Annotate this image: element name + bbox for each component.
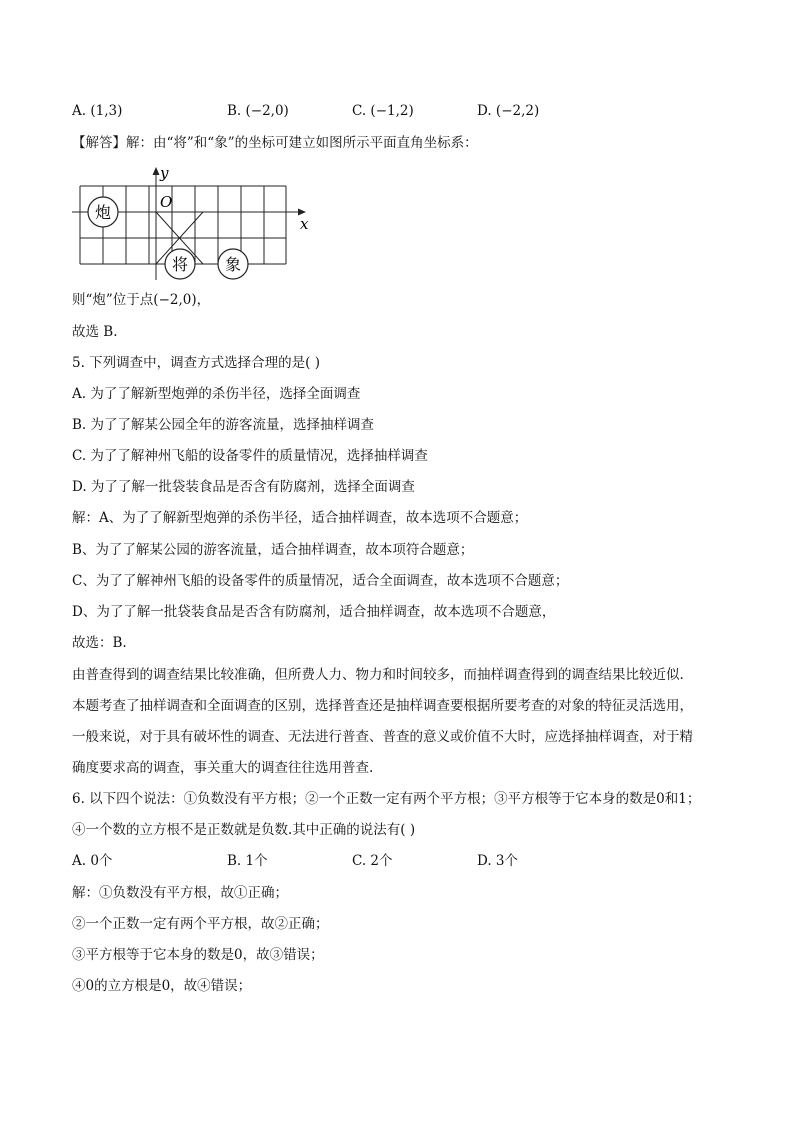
q6-option-c: C. 2个: [352, 853, 393, 869]
y-axis-label: y: [160, 164, 169, 182]
piece-jiang: [165, 249, 195, 279]
q6-solution-line-1: 解：①负数没有平方根，故①正确；: [72, 885, 288, 901]
piece-xiang-label: 象: [224, 255, 242, 274]
q5-solution-line-2: B、为了了解某公园的游客流量，适合抽样调查，故本项符合题意；: [72, 542, 474, 558]
q5-solution-line-1: 解：A、为了了解新型炮弹的杀伤半径，适合抽样调查，故本选项不合题意；: [72, 510, 528, 526]
q4-option-b: B. (−2,0): [227, 103, 289, 119]
q5-solution-line-6: 由普查得到的调查结果比较准确，但所费人力、物力和时间较多，而抽样调查得到的调查结果比较近似.: [72, 667, 684, 683]
q6-question-line-1: 6. 以下四个说法：①负数没有平方根；②一个正数一定有两个平方根；③平方根等于它本身的数是0和1；: [72, 791, 701, 807]
origin-label: O: [160, 193, 173, 211]
q4-choose: 故选 B.: [72, 324, 118, 340]
q5-solution-line-8: 一般来说，对于具有破坏性的调查、无法进行普查、普查的意义或价值不大时，应选择抽样调查，对于精: [72, 729, 693, 745]
q6-solution-line-4: ④0的立方根是0，故④错误；: [72, 978, 252, 994]
q5-option-c: C. 为了了解神州飞船的设备零件的质量情况，选择抽样调查: [72, 448, 428, 464]
q5-solution-line-3: C、为了了解神州飞船的设备零件的质量情况，适合全面调查，故本选项不合题意；: [72, 573, 569, 589]
q4-option-d: D. (−2,2): [477, 103, 540, 119]
q4-option-c: C. (−1,2): [352, 103, 414, 119]
q4-option-a: A. (1,3): [72, 103, 123, 119]
q6-question-line-2: ④一个数的立方根不是正数就是负数.其中正确的说法有( ): [72, 822, 416, 838]
piece-jiang-label: 将: [171, 255, 189, 274]
q4-conclusion: 则“炮”位于点(−2,0)，: [72, 292, 211, 308]
q5-question: 5. 下列调查中，调查方式选择合理的是( ): [72, 355, 320, 371]
coordinate-grid-figure: [72, 162, 322, 282]
q5-solution-line-4: D、为了了解一批袋装食品是否含有防腐剂，适合抽样调查，故本选项不合题意，: [72, 604, 556, 620]
x-axis-label: x: [300, 215, 309, 233]
q6-solution-line-2: ②一个正数一定有两个平方根，故②正确；: [72, 916, 329, 932]
q5-solution-line-9: 确度要求高的调查，事关重大的调查往往选用普查.: [72, 760, 374, 776]
piece-xiang: [218, 249, 248, 279]
q6-option-a: A. 0个: [72, 853, 113, 869]
q5-solution-line-5: 故选：B.: [72, 635, 127, 651]
y-axis-arrow: [153, 167, 160, 175]
piece-pao-label: 炮: [94, 203, 112, 222]
q6-solution-line-3: ③平方根等于它本身的数是0，故③错误；: [72, 947, 324, 963]
q5-option-b: B. 为了了解某公园全年的游客流量，选择抽样调查: [72, 417, 375, 433]
piece-pao: [88, 197, 118, 227]
q5-option-a: A. 为了了解新型炮弹的杀伤半径，选择全面调查: [72, 386, 361, 402]
q5-solution-line-7: 本题考查了抽样调查和全面调查的区别，选择普查还是抽样调查要根据所要考查的对象的特征灵活选用，: [72, 698, 693, 714]
q6-option-b: B. 1个: [227, 853, 268, 869]
q6-option-d: D. 3个: [477, 853, 519, 869]
q5-option-d: D. 为了了解一批袋装食品是否含有防腐剂，选择全面调查: [72, 479, 415, 495]
q4-answer-intro: 【解答】解：由“将”和“象”的坐标可建立如图所示平面直角坐标系：: [72, 135, 478, 151]
